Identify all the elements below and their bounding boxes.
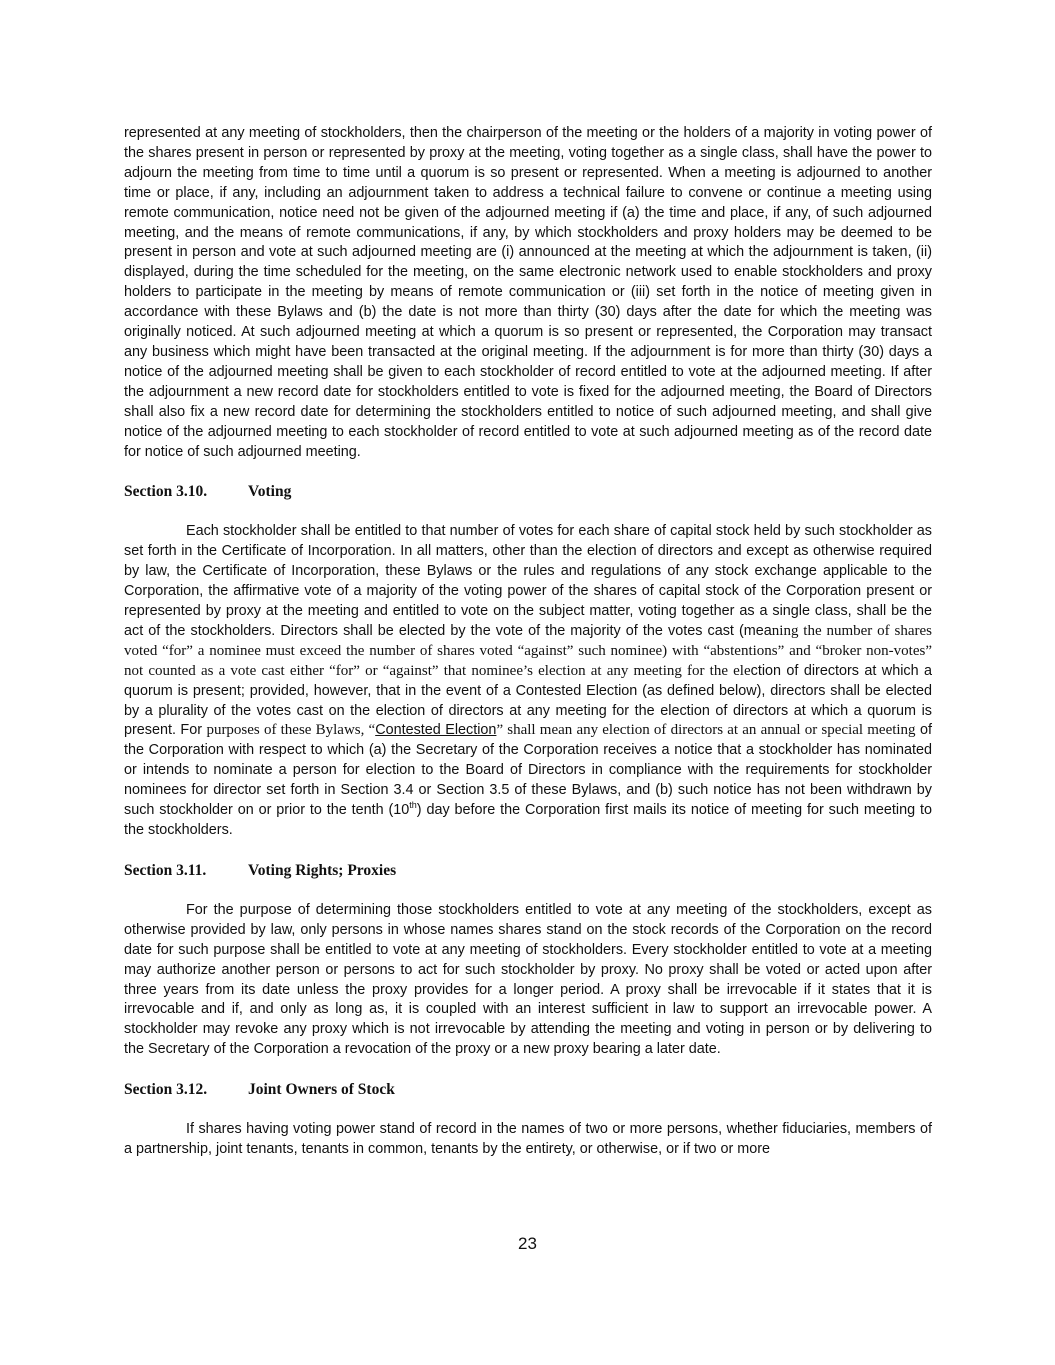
text-run: ) day before the Corporation first mails its notice of meeting for such meeting to the stockholders. bbox=[124, 802, 932, 838]
text-run: ning the number of shares voted “for” a nominee must exceed the number of shares voted “against” such nominee) with “abstentions” and “broker non-votes” not counted as a vote cast either “for” or “against” that nominee’s election at any meeting for the ele bbox=[124, 622, 932, 679]
section-heading-3-11 bbox=[124, 861, 932, 881]
section-heading-3-10 bbox=[124, 482, 932, 502]
text-run: purposes of these Bylaws, “ bbox=[206, 722, 376, 739]
page-number: 23 bbox=[518, 1234, 537, 1253]
text-run: ” shall mean any election of directors at an annual or special meeting bbox=[496, 722, 916, 739]
section-number: Section 3.10. bbox=[124, 483, 208, 501]
section-heading-3-12 bbox=[124, 1080, 932, 1100]
section-number: Section 3.12. bbox=[124, 1081, 208, 1099]
superscript-th: th bbox=[409, 800, 417, 811]
defined-term-contested-election: Contested Election bbox=[375, 722, 497, 739]
section-title: Voting bbox=[248, 483, 292, 501]
document-page bbox=[124, 124, 932, 1160]
section-number: Section 3.11. bbox=[124, 861, 207, 879]
paragraph-voting bbox=[124, 522, 932, 841]
section-title: Voting Rights; Proxies bbox=[248, 861, 397, 879]
text-run: of the Corporation with respect to which (a) the Secretary of the Corporation receives a notice that a stockholder has nominated or intends to nominate a person for election to the Board of Directors in compliance with the requirements for stockholder nominees for director set forth in Section 3.4 or Section 3.5 of these Bylaws, and (b) such notice has not been withdrawn by such stockholder on or prior to the tenth (10 bbox=[124, 722, 932, 819]
text-run: ction of directors at which a quorum is present; provided, however, that in the event of a Contested Election (as defined below), directors shall be elected by a plurality of the votes cast on the election of directors at any meeting for the election of directors at which a quorum is present. For bbox=[124, 662, 932, 739]
section-title: Joint Owners of Stock bbox=[248, 1081, 395, 1099]
text-run: Each stockholder shall be entitled to that number of votes for each share of capital stock held by such stockholder as set forth in the Certificate of Incorporation. In all matters, other than the election of directors and except as otherwise required by law, the Certificate of Incorporation, these Bylaws or the rules and regulations of any stock exchange applicable to the Corporation, the affirmative vote of a majority of the voting power of the shares of capital stock of the Corporation present or represented by proxy at the meeting and entitled to vote on the subject matter, voting together as a single class, shall be the act of the stockholders. Directors shall be elected by the vote of the majority of the votes cast (mea bbox=[124, 523, 932, 639]
paragraph-joint-owners: If shares having voting power stand of record in the names of two or more persons, whether fiduciaries, members of a partnership, joint tenants, tenants in common, tenants by the entirety, or otherwise, or if two or more bbox=[124, 1121, 932, 1158]
paragraph-voting-rights: For the purpose of determining those stockholders entitled to vote at any meeting of the stockholders, except as otherwise provided by law, only persons in whose names shares stand on the stock records of the Corporation on the record date for such purpose shall be entitled to vote at any meeting of stockholders. Every stockholder entitled to vote at a meeting may authorize another person or persons to act for such stockholder by proxy. No proxy shall be voted or acted upon after three years from its date unless the proxy provides for a longer period. A proxy shall be irrevocable if it states that it is irrevocable and if, and only as long as, it is coupled with an interest sufficient in law to support an irrevocable power. A stockholder may revoke any proxy which is not irrevocable by attending the meeting and voting in person or by delivering to the Secretary of the Corporation a revocation of the proxy or a new proxy bearing a later date. bbox=[124, 901, 932, 1058]
paragraph-adjournment: represented at any meeting of stockholders, then the chairperson of the meeting or the holders of a majority in voting power of the shares present in person or represented by proxy at the meeting, voting together as a single class, shall have the power to adjourn the meeting from time to time until a quorum is so present or represented. When a meeting is adjourned to another time or place, if any, including an adjournment taken to address a technical failure to convene or continue a meeting using remote communication, notice need not be given of the adjourned meeting if (a) the time and place, if any, of such adjourned meeting, and the means of remote communications, if any, by which stockholders and proxy holders may be deemed to be present in person and vote at such adjourned meeting are (i) announced at the meeting at which the adjournment is taken, (ii) displayed, during the time scheduled for the meeting, on the same electronic network used to enable stockholders and proxy holders to participate in the meeting by means of remote communication or (iii) set forth in the notice of meeting given in accordance with these Bylaws and (b) the date is not more than thirty (30) days after the date for which the meeting was originally noticed. At such adjourned meeting at which a quorum is so present or represented, the Corporation may transact any business which might have been transacted at the original meeting. If the adjournment is for more than thirty (30) days a notice of the adjourned meeting shall be given to each stockholder of record entitled to vote at the adjourned meeting. If after the adjournment a new record date for stockholders entitled to vote is fixed for the adjourned meeting, the Board of Directors shall also fix a new record date for determining the stockholders entitled to notice of such adjourned meeting, and shall give notice of the adjourned meeting to each stockholder of record entitled to vote at such adjourned meeting as of the record date for notice of such adjourned meeting. bbox=[124, 125, 932, 460]
